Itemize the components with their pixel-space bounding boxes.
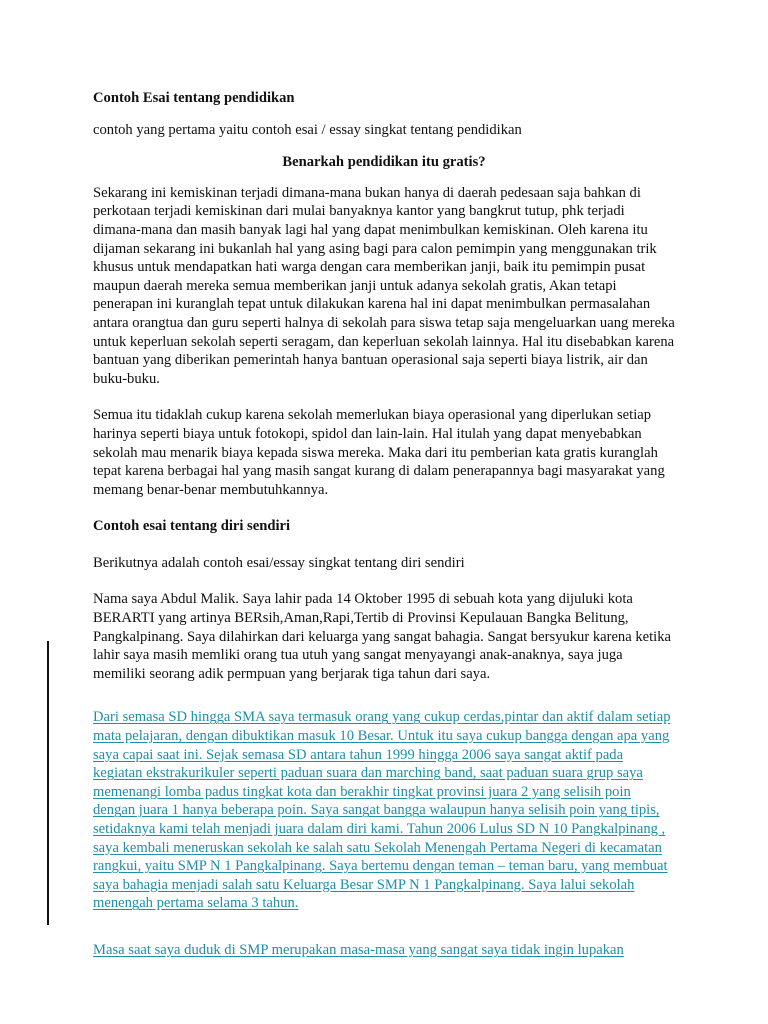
paragraph-2: Semua itu tidaklah cukup karena sekolah memerlukan biaya operasional yang diperlukan setiap harinya seperti biaya untuk fotokopi, spidol dan lain-lain. Hal itulah yang dapat menyebabkan sekolah mau menarik biaya kepada siswa mereka. Maka dari itu pemberian kata gratis kuranglah tepat karena berbagai hal yang masih sangat kurang di dalam penerapannya bagi masyarakat yang memang benar-benar membutuhkannya. <box>93 407 665 498</box>
intro-self: Berikutnya adalah contoh esai/essay singkat tentang diri sendiri <box>93 554 465 571</box>
heading-education: Contoh Esai tentang pendidikan <box>93 90 295 106</box>
paragraph-1: Sekarang ini kemiskinan terjadi dimana-mana bukan hanya di daerah pedesaan saja bahkan di perkotaan terjadi kemiskinan dari mulai banyaknya kantor yang bangkrut tutup, phk terjadi dimana-mana dan masih banyak lagi hal yang dapat menimbulkan kemiskinan. Oleh karena itu dijaman sekarang ini bukanlah hal yang asing bagi para calon pemimpin yang menggunakan trik khusus untuk mendapatkan hati warga dengan cara memberikan janji, baik itu pemimpin pusat maupun daerah mereka semua memberikan janji untuk adanya sekolah gratis, Akan tetapi penerapan ini kuranglah tepat untuk dilakukan karena hal ini dapat menimbulkan permasalahan antara orangtua dan guru seperti halnya di sekolah para siswa tetap saja mengeluarkan uang mereka untuk keperluan sekolah seperti seragam, dan keperluan sekolah lainnya. Hal itu disebabkan karena bantuan yang diberikan pemerintah hanya bantuan operasional saja seperti biaya listrik, air dan buku-buku. <box>93 184 675 387</box>
document-body <box>93 89 675 960</box>
essay-title: Benarkah pendidikan itu gratis? <box>282 154 486 171</box>
heading-self: Contoh esai tentang diri sendiri <box>93 518 291 535</box>
intro-education: contoh yang pertama yaitu contoh esai / essay singkat tentang pendidikan <box>93 121 522 138</box>
link-paragraph-2[interactable]: Masa saat saya duduk di SMP merupakan masa-masa yang sangat saya tidak ingin lupakan <box>93 941 624 958</box>
paragraph-bio: Nama saya Abdul Malik. Saya lahir pada 14 Oktober 1995 di sebuah kota yang dijuluki kota BERARTI yang artinya BERsih,Aman,Rapi,Tertib di Provinsi Kepulauan Bangka Belitung, Pangkalpinang. Saya dilahirkan dari keluarga yang sangat bahagia. Sangat bersyukur karena ketika lahir saya masih memliki orang tua utuh yang sangat menyayangi anak-anaknya, saya juga memiliki seorang adik permpuan yang berjarak tiga tahun dari saya. <box>93 591 672 682</box>
link-paragraph-1[interactable]: Dari semasa SD hingga SMA saya termasuk orang yang cukup cerdas,pintar dan aktif dalam setiap mata pelajaran, dengan dibuktikan masuk 10 Besar. Untuk itu saya cukup bangga dengan apa yang saya capai saat ini. Sejak semasa SD antara tahun 1999 hingga 2006 saya sangat aktif pada kegiatan ekstrakurikuler seperti paduan suara dan marching band, saat paduan suara grup saya memenangi lomba padus tingkat kota dan berakhir tingkat provinsi juara 2 yang selisih poin dengan juara 1 hanya beberapa poin. Saya sangat bangga walaupun hanya selisih poin yang tipis, setidaknya kami telah menjadi juara dalam diri kami. Tahun 2006 Lulus SD N 10 Pangkalpinang , saya kembali meneruskan sekolah ke salah satu Sekolah Menengah Pertama Negeri di kecamatan rangkui, yaitu SMP N 1 Pangkalpinang. Saya bertemu dengan teman – teman baru, yang membuat saya bahagia menjadi salah satu Keluarga Besar SMP N 1 Pangkalpinang. Saya lalui sekolah menengah pertama selama 3 tahun. <box>93 709 671 912</box>
change-bar <box>47 641 49 925</box>
